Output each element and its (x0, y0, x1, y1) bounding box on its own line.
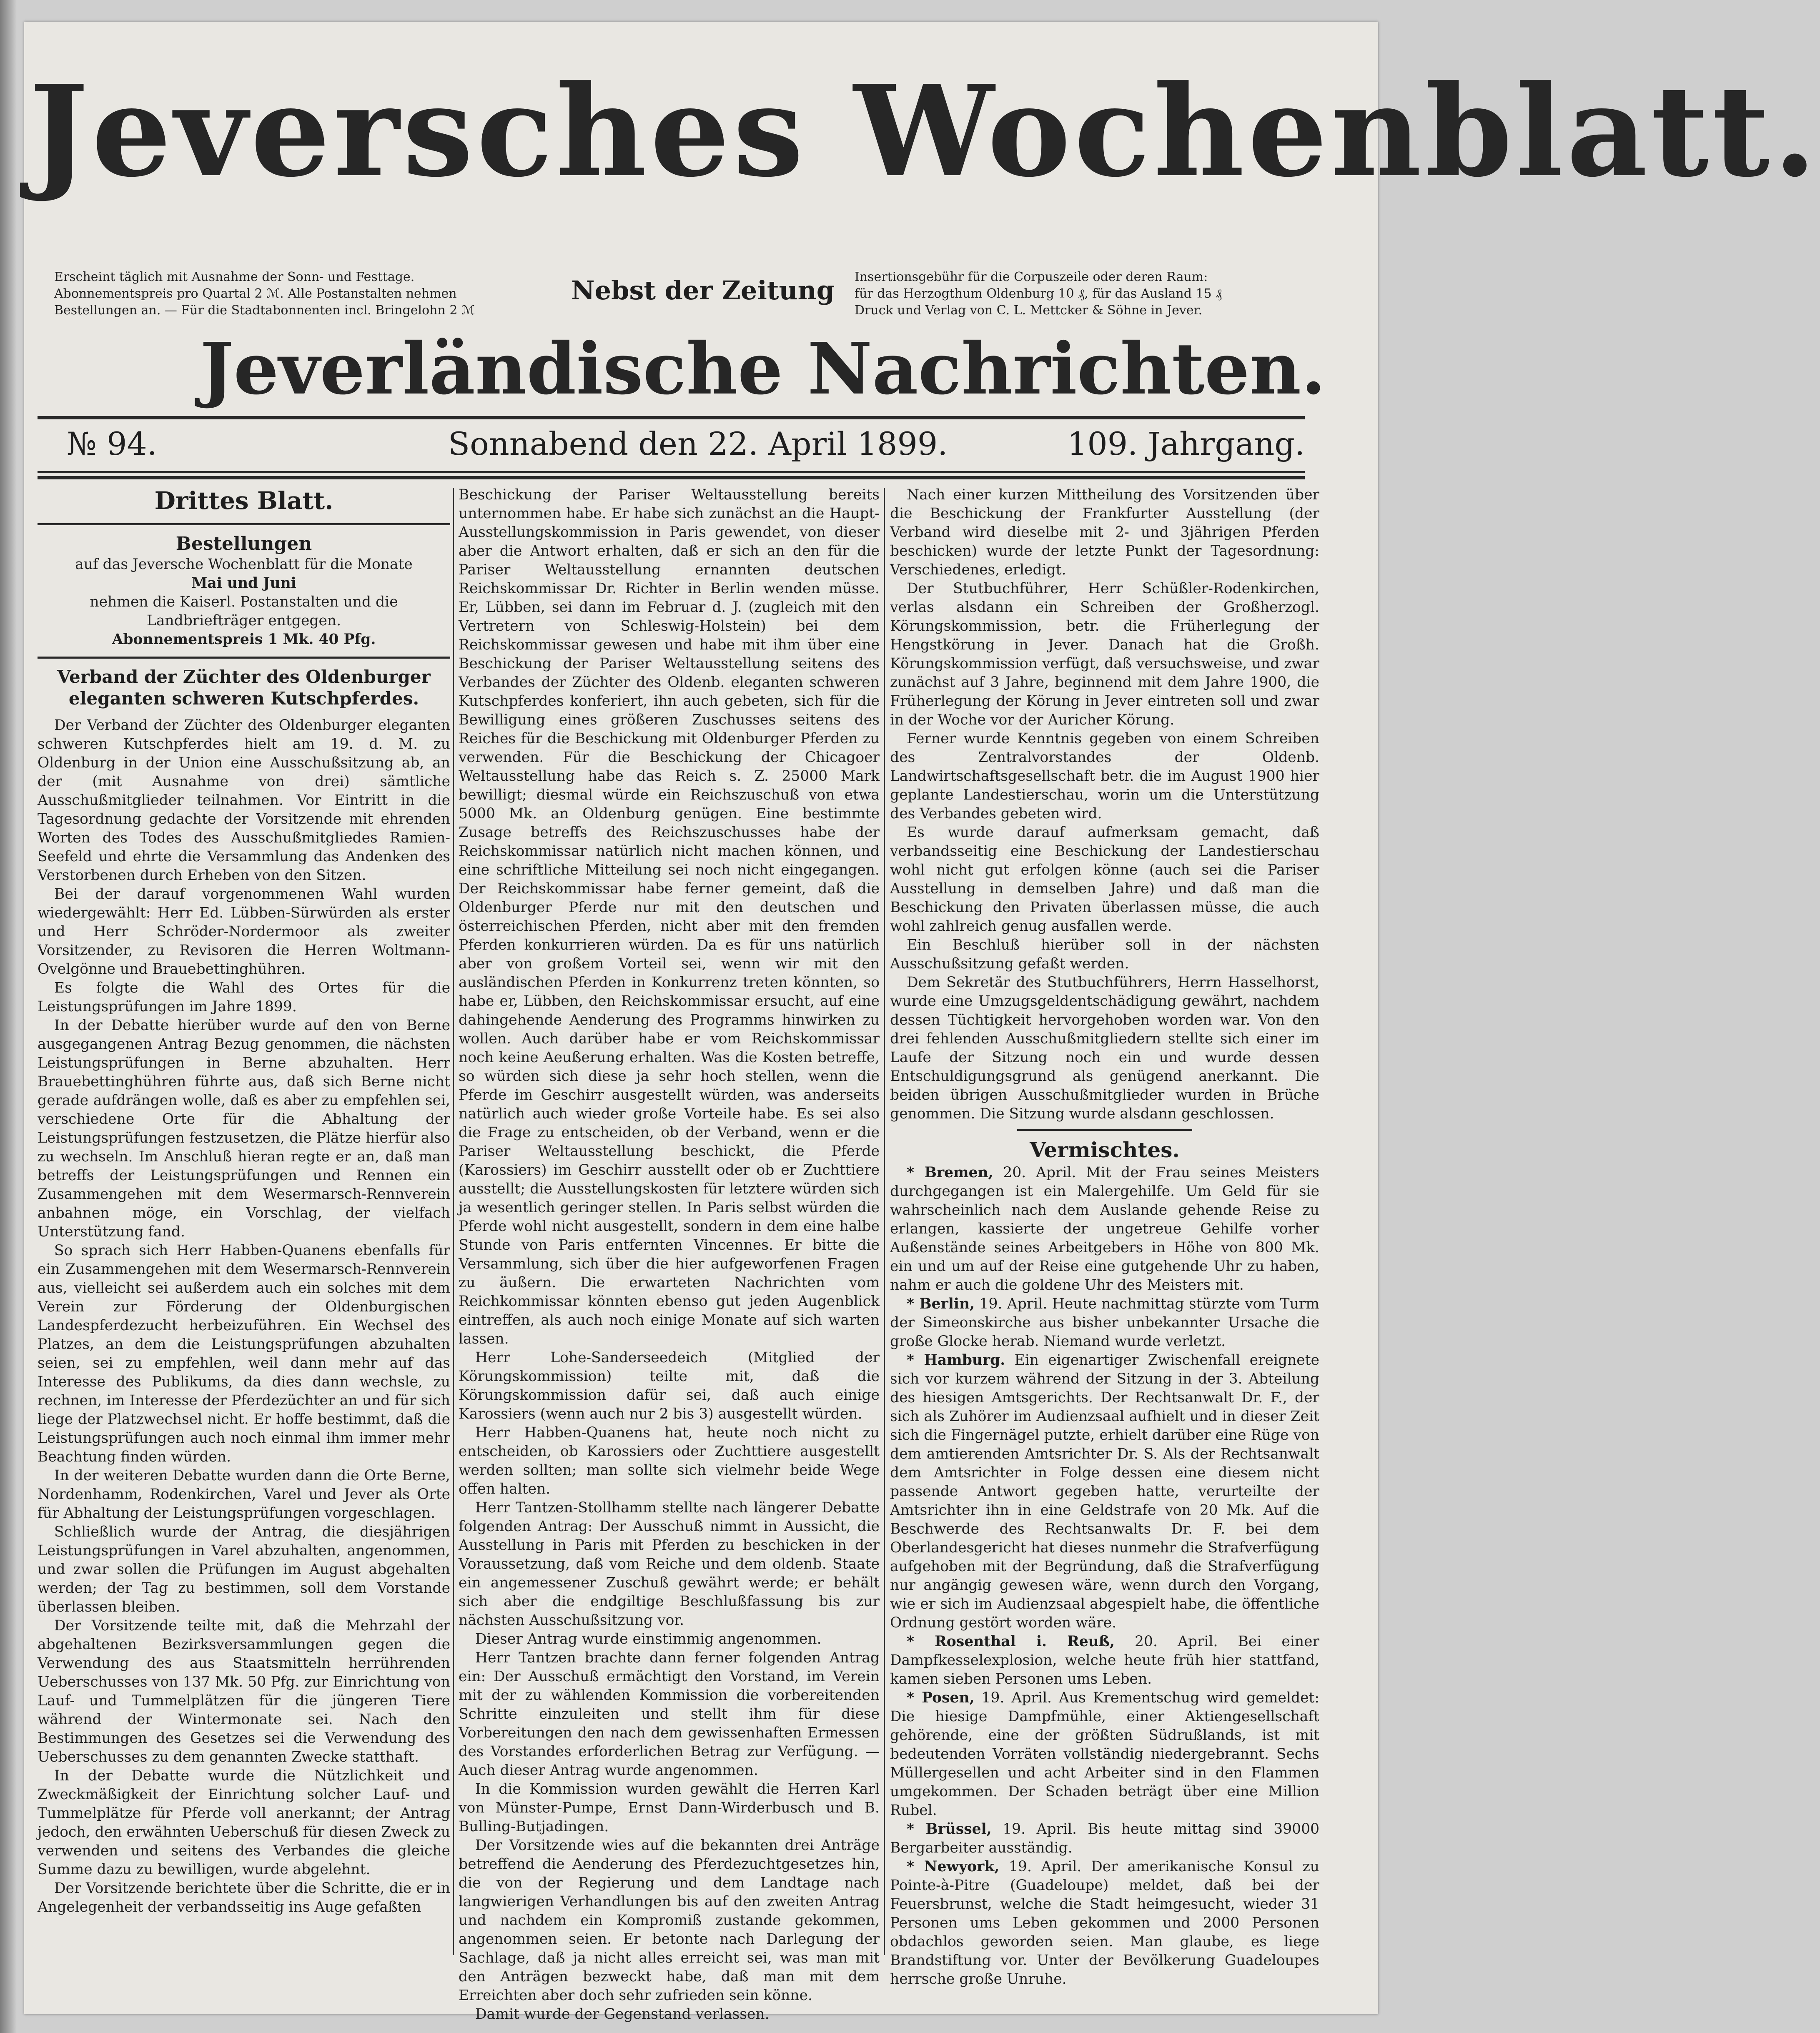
order-price: Abonnementspreis 1 Mk. 40 Pfg. (112, 631, 376, 648)
order-title: Bestellungen (175, 533, 312, 554)
article-paragraph: Der Vorsitzende berichtete über die Schritte, die er in Angelegenheit der verbandsseitig ins Auge gefaßten (38, 1880, 450, 1915)
masthead-rule-top (38, 416, 1305, 419)
left-note-line: Bestellungen an. — Für die Stadtabonnenten incl. Bringelohn 2 ℳ (54, 303, 475, 318)
misc-place: * Hamburg. (907, 1352, 1005, 1369)
article-paragraph: In die Kommission wurden gewählt die Herren Karl von Münster-Pumpe, Ernst Dann-Wirderbusch und B. Bulling-Butjadingen. (459, 1781, 880, 1835)
misc-place: * Berlin, (907, 1296, 975, 1312)
misc-item (890, 1820, 1319, 1858)
article-paragraph: In der Debatte wurde die Nützlichkeit und Zweckmäßigkeit der Einrichtung solcher Lauf- und Tummelplätze für Pferde voll anerkannt; der Antrag jedoch, den erwähnten Ueberschuß für diesen Zweck zu verwenden und seitens des Verbandes die gleiche Summe dazu zu bewilligen, wurde abgelehnt. (38, 1767, 450, 1878)
order-line: nehmen die Kaiserl. Postanstalten und die Landbriefträger entgegen. (90, 594, 398, 629)
misc-text: 19. April. Bis heute mittag sind 39000 Bergarbeiter ausständig. (890, 1821, 1320, 1856)
article-paragraph: In der weiteren Debatte wurden dann die Orte Berne, Nordenhamm, Rodenkirchen, Varel und Jever als Orte für Abhaltung der Leistungsprüfungen vorgeschlagen. (38, 1467, 450, 1522)
section-rule (38, 657, 450, 659)
issue-volume: 109. Jahrgang. (1067, 425, 1305, 462)
masthead-rule-bottom-2 (38, 476, 1305, 479)
article-paragraph: Dieser Antrag wurde einstimmig angenommen. (475, 1631, 822, 1647)
article-paragraph: Nach einer kurzen Mittheilung des Vorsitzenden über die Beschickung der Frankfurter Ausstellung (der Verband wird dieselbe mit 2- und 3jährigen Pferden beschicken) wurde der letzte Punkt der Tagesordnung: Verschiedenes, erledigt. (890, 486, 1319, 578)
masthead-center-note: Nebst der Zeitung (571, 275, 835, 306)
right-note-line: Druck und Verlag von C. L. Mettcker & Söhne in Jever. (855, 303, 1203, 318)
misc-item (890, 1689, 1319, 1820)
misc-place: * Newyork, (907, 1858, 1000, 1875)
left-note-line: Erscheint täglich mit Ausnahme der Sonn- und Festtage. (54, 270, 415, 284)
article-paragraph: Herr Tantzen brachte dann ferner folgenden Antrag ein: Der Ausschuß ermächtigt den Vorstand, im Verein mit der zu wählenden Kommission die vorbereitenden Schritte einzuleiten und stellt ihm für diese Vorbereitungen den nach dem gewissenhaften Ermessen des Vorstandes erforderlichen Betrag zur Verfügung. — Auch dieser Antrag wurde angenommen. (459, 1649, 880, 1779)
misc-text: 19. April. Aus Krementschug wird gemeldet: Die hiesige Dampfmühle, einer Aktiengesellschaft gehörende, eine der größten Südrußlands, ist mit bedeutenden Vorräten vollständig niedergebrannt. Sechs Müllergesellen und acht Arbeiter sind in den Flammen umgekommen. Der Schaden beträgt über eine Million Rubel. (890, 1690, 1319, 1819)
article-paragraph: Dem Sekretär des Stutbuchführers, Herrn Hasselhorst, wurde eine Umzugsgeldentschädigung gewährt, nachdem dessen Tüchtigkeit hervorgehoben worden war. Von den drei fehlenden Ausschußmitgliedern stellte sich einer im Laufe der Sitzung noch ein und wurde dessen Entschuldigungsgrund als genügend anerkannt. Die beiden übrigen Ausschußmitglieder wurden in Brüche genommen. Die Sitzung wurde alsdann geschlossen. (890, 974, 1319, 1122)
article-paragraph: Der Vorsitzende teilte mit, daß die Mehrzahl der abgehaltenen Bezirksversammlungen gegen die Verwendung des aus Staatsmitteln herrührenden Ueberschusses von 137 Mk. 50 Pfg. zur Einrichtung von Lauf- und Tummelplätzen für die jüngeren Tiere während der Wintermonate sei. Nach den Bestimmungen des Gesetzes sei die Verwendung des Ueberschusses zu dem genannten Zwecke statthaft. (38, 1617, 450, 1765)
section-title: Drittes Blatt. (154, 486, 333, 515)
misc-text: 20. April. Mit der Frau seines Meisters durchgegangen ist ein Malergehilfe. Um Geld für sie wahrscheinlich nach dem Auslande gehende Reise zu erlangen, kassierte der ungetreue Gehilfe vorher Außenstände seines Arbeitgebers in Höhe von 800 Mk. ein und um auf der Reise eine gutgehende Uhr zu haben, nahm er auch die goldene Uhr des Meisters mit. (890, 1164, 1320, 1293)
misc-text: Ein eigenartiger Zwischenfall ereignete sich vor kurzem während der Sitzung in der 3. Abteilung des hiesigen Amtsgerichts. Der Rechtsanwalt Dr. F., der sich als Zuhörer im Audienzsaal aufhielt und in dieser Zeit sich die Fingernägel putzte, erhielt darüber eine Rüge von dem amtierenden Amtsrichter Dr. S. Als der Rechtsanwalt dem Amtsrichter in Folge dessen eine diesem nicht passende Antwort gegeben hatte, verurteilte der Amtsrichter ihn in eine Geldstrafe von 20 Mk. Auf die Beschwerde des Rechtsanwalts Dr. F. bei dem Oberlandesgericht hat dieses nunmehr die Strafverfügung aufgehoben mit der Begründung, daß die Strafverfügung nur angängig gewesen wäre, wenn durch den Vorgang, wie er sich im Audienzsaal abgespielt habe, die öffentliche Ordnung gestört worden wäre. (890, 1352, 1320, 1631)
misc-place: * Posen, (907, 1690, 975, 1706)
article-paragraph: Herr Habben-Quanens hat, heute noch nicht zu entscheiden, ob Karossiers oder Zuchttiere ausgestellt werden sollten; man sollte sich vielmehr beide Wege offen halten. (459, 1424, 880, 1497)
column-divider (884, 488, 885, 1955)
article-paragraph: Bei der darauf vorgenommenen Wahl wurden wiedergewählt: Herr Ed. Lübben-Sürwürden als erster und Herr Schröder-Nordermoor als zweiter Vorsitzender, zu Revisoren die Herren Woltmann-Ovelgönne und Brauebettinghühren. (38, 886, 450, 978)
misc-title: Vermischtes. (1030, 1138, 1180, 1162)
order-line: auf das Jeversche Wochenblatt für die Monate (75, 556, 413, 573)
article-title: Verband der Züchter des Oldenburger eleganten schweren Kutschpferdes. (57, 667, 431, 709)
section-rule (38, 523, 450, 525)
issue-number: № 94. (67, 425, 157, 462)
misc-item (890, 1351, 1319, 1632)
misc-place: * Brüssel, (907, 1821, 992, 1837)
article-paragraph: Herr Tantzen-Stollhamm stellte nach längerer Debatte folgenden Antrag: Der Ausschuß nimmt in Aussicht, die Ausstellung in Paris mit Pferden zu beschicken in der Voraussetzung, daß vom Reiche und dem oldenb. Staate ein angemessener Zuschuß gewährt werde; er behält sich aber die endgiltige Beschlußfassung bis zur nächsten Ausschußsitzung vor. (459, 1499, 880, 1629)
masthead-subtitle: Jeverländische Nachrichten. (200, 327, 1326, 411)
binding-edge (0, 0, 17, 2033)
column-3 (890, 486, 1319, 1989)
article-paragraph: Ein Beschluß hierüber soll in der nächsten Ausschußsitzung gefaßt werden. (890, 937, 1319, 972)
misc-item (890, 1858, 1319, 1989)
article-paragraph: Der Stutbuchführer, Herr Schüßler-Rodenkirchen, verlas alsdann ein Schreiben der Großherzogl. Körungskommission, betr. die Früherlegung der Hengstkörung in Jever. Danach hat die Großh. Körungskommission verfügt, daß versuchsweise, und zwar zunächst auf 3 Jahre, beginnend mit dem Jahre 1900, die Früherlegung der Körung in Jever eintreten soll und zwar in der Woche vor der Auricher Körung. (890, 580, 1319, 728)
column-1 (38, 486, 450, 1917)
order-months: Mai und Juni (191, 575, 296, 592)
article-paragraph: Herr Lohe-Sanderseedeich (Mitglied der Körungskommission) teilte mit, daß die Körungskommission dafür sei, daß auch einige Karossiers (wenn auch nur 2 bis 3) ausgestellt würden. (459, 1349, 880, 1422)
article-paragraph: Schließlich wurde der Antrag, die diesjährigen Leistungsprüfungen in Varel abzuhalten, angenommen, und zwar sollen die Prüfungen im August abgehalten werden; der Tag zu bestimmen, soll dem Vorstande überlassen bleiben. (38, 1524, 450, 1615)
article-paragraph: So sprach sich Herr Habben-Quanens ebenfalls für ein Zusammengehen mit dem Wesermarsch-Rennverein aus, vielleicht sei außerdem auch ein solches mit dem Verein zur Förderung der Oldenburgischen Landespferdezucht herbeizuführen. Ein Wechsel des Platzes, an dem die Leistungsprüfungen abzuhalten seien, sei zu empfehlen, weil dann mehr auf das Interesse des Publikums, da dies dann wechsle, zu rechnen, im Interesse der Pferdezüchter an und für sich liege der Platzwechsel nicht. Er hoffe bestimmt, daß die Leistungsprüfungen auch noch einmal ihm immer mehr Beachtung finden würden. (38, 1242, 450, 1465)
issue-date: Sonnabend den 22. April 1899. (448, 425, 948, 462)
article-paragraph: Beschickung der Pariser Weltausstellung bereits unternommen habe. Er habe sich zunächst an die Haupt-Ausstellungskommission in Paris gewendet, von dieser aber die Antwort erhalten, daß er sich an den für die Pariser Weltausstellung ernannten deutschen Reichskommissar Dr. Richter in Berlin wenden müsse. Er, Lübben, sei dann im Februar d. J. (zugleich mit den Vertretern von Schleswig-Holstein) bei dem Reichskommissar gewesen und habe mit ihm über eine Beschickung der Pariser Weltausstellung seitens des Verbandes der Züchter des Oldenb. eleganten schweren Kutschpferdes konferiert, ihn auch gebeten, sich für die Bewilligung eines größeren Zuschusses seitens des Reiches für die Beschickung mit Oldenburger Pferden zu verwenden. Für die Beschickung der Chicagoer Weltausstellung habe das Reich s. Z. 25000 Mark bewilligt; diesmal würde ein Reichszuschuß von etwa 5000 Mk. an Oldenburg genügen. Eine bestimmte Zusage betreffs des Reichszuschusses habe der Reichskommissar natürlich nicht machen können, und eine schriftliche Mitteilung sei noch nicht eingegangen. Der Reichskommissar habe ferner gemeint, daß die Oldenburger Pferde nur mit den deutschen und österreichischen Pferden, nicht aber mit den fremden Pferden konkurrieren würden. Da es für uns natürlich aber von großem Vorteil sei, wenn wir mit den ausländischen Pferden in Konkurrenz treten könnten, so habe er, Lübben, den Reichskommissar ersucht, auf eine dahingehende Aenderung des Programms hinwirken zu wollen. Auch darüber habe er vom Reichskommissar noch keine Aeußerung erhalten. Was die Kosten betreffe, so würden sich diese ja sehr hoch stellen, wenn die Pferde im Geschirr ausgestellt würden, was anderseits natürlich auch wieder große Vorteile habe. Es sei also die Frage zu entscheiden, ob der Verband, wenn er die Pariser Weltausstellung beschickt, die Pferde (Karossiers) im Geschirr ausstellt oder ob er Zuchttiere ausstellt; die Ausstellungskosten für letztere würden sich ja wesentlich geringer stellen. In Paris selbst würden die Pferde wohl nicht ausgestellt, sondern in dem eine halbe Stunde von Paris entfernten Vincennes. Er bitte die Versammlung, sich über die hier aufgeworfenen Fragen zu äußern. Die erwarteten Nachrichten vom Reichkommissar könnten ebenso gut jeden Augenblick eintreffen, als auch noch einige Monate auf sich warten lassen. (459, 486, 880, 1347)
masthead-rule-bottom-1 (38, 471, 1305, 473)
article-paragraph: Der Vorsitzende wies auf die bekannten drei Anträge betreffend die Aenderung des Pferdezuchtgesetzes hin, die von der Regierung und dem Landtage nach langwierigen Verhandlungen bis auf den zweiten Antrag und nachdem ein Kompromiß zustande gekommen, angenommen seien. Er betonte nach Darlegung der Sachlage, daß ja nicht alles erreicht sei, was man mit den Anträgen bezweckt habe, daß man mit dem Erreichten aber doch sehr zufrieden sein könne. (459, 1837, 880, 2004)
misc-item (890, 1295, 1319, 1351)
misc-item (890, 1163, 1319, 1295)
article-paragraph: Es wurde darauf aufmerksam gemacht, daß verbandsseitig eine Beschickung der Landestierschau wohl nicht gut erfolgen könne (auch sei die Pariser Ausstellung in demselben Jahre) und daß man die Beschickung den Privaten überlassen müsse, die auch wohl zahlreich genug ausfallen werde. (890, 824, 1319, 935)
column-divider (453, 488, 454, 1955)
misc-text: 19. April. Heute nachmittag stürzte vom Turm der Simeonskirche aus bisher unbekannter Ursache die große Glocke herab. Niemand wurde verletzt. (890, 1296, 1319, 1350)
masthead-left-note (54, 269, 475, 319)
misc-place: * Rosenthal i. Reuß, (907, 1633, 1115, 1650)
masthead-right-note (855, 269, 1222, 319)
left-note-line: Abonnementspreis pro Quartal 2 ℳ. Alle Postanstalten nehmen (54, 286, 457, 301)
misc-place: * Bremen, (907, 1164, 993, 1181)
masthead-title: Jeversches Wochenblatt. (29, 58, 1820, 205)
misc-item (890, 1632, 1319, 1689)
article-paragraph: Ferner wurde Kenntnis gegeben von einem Schreiben des Zentralvorstandes der Oldenb. Landwirtschaftsgesellschaft betr. die im August 1900 hier geplante Landestierschau, worin um die Unterstützung des Verbandes gebeten wird. (890, 730, 1319, 822)
article-paragraph: Es folgte die Wahl des Ortes für die Leistungsprüfungen im Jahre 1899. (38, 980, 450, 1015)
right-note-line: für das Herzogthum Oldenburg 10 ₰, für das Ausland 15 ₰ (855, 286, 1222, 301)
article-paragraph: Der Verband der Züchter des Oldenburger eleganten schweren Kutschpferdes hielt am 19. d. M. zu Oldenburg in der Union eine Ausschußsitzung ab, an der (mit Ausnahme von drei) sämtliche Ausschußmitglieder teilnahmen. Vor Eintritt in die Tagesordnung gedachte der Vorsitzende mit ehrenden Worten des Todes des Ausschußmitgliedes Ramien-Seefeld und ehrte die Versammlung das Andenken des Verstorbenen durch Erheben von den Sitzen. (38, 717, 450, 884)
article-paragraph: Damit wurde der Gegenstand verlassen. (475, 2006, 770, 2023)
right-note-line: Insertionsgebühr für die Corpuszeile oder deren Raum: (855, 270, 1208, 284)
article-paragraph: In der Debatte hierüber wurde auf den von Berne ausgegangenen Antrag Bezug genommen, die nächsten Leistungsprüfungen in Berne abzuhalten. Herr Brauebettinghühren führte aus, daß sich Berne nicht gerade aufdrängen wolle, daß es aber zu empfehlen sei, verschiedene Orte für die Abhaltung der Leistungsprüfungen festzusetzen, die Plätze hierfür also zu wechseln. Im Anschluß hieran regte er an, daß man betreffs der Leistungsprüfungen und Rennen ein Zusammengehen mit dem Wesermarsch-Rennverein anbahnen möge, ein Vorschlag, der vielfach Unterstützung fand. (38, 1017, 450, 1240)
misc-text: 20. April. Bei einer Dampfkesselexplosion, welche heute früh hier stattfand, kamen sieben Personen ums Leben. (890, 1633, 1319, 1687)
column-2 (459, 486, 880, 2024)
section-rule (1017, 1129, 1192, 1131)
misc-text: 19. April. Der amerikanische Konsul zu Pointe-à-Pitre (Guadeloupe) meldet, daß bei der Feuersbrunst, welche die Stadt heimgesucht, wieder 31 Personen ums Leben gekommen und 2000 Personen obdachlos geworden seien. Man glaube, es liege Brandstiftung vor. Unter der Bevölkerung Guadeloupes herrsche große Unruhe. (890, 1858, 1320, 1988)
